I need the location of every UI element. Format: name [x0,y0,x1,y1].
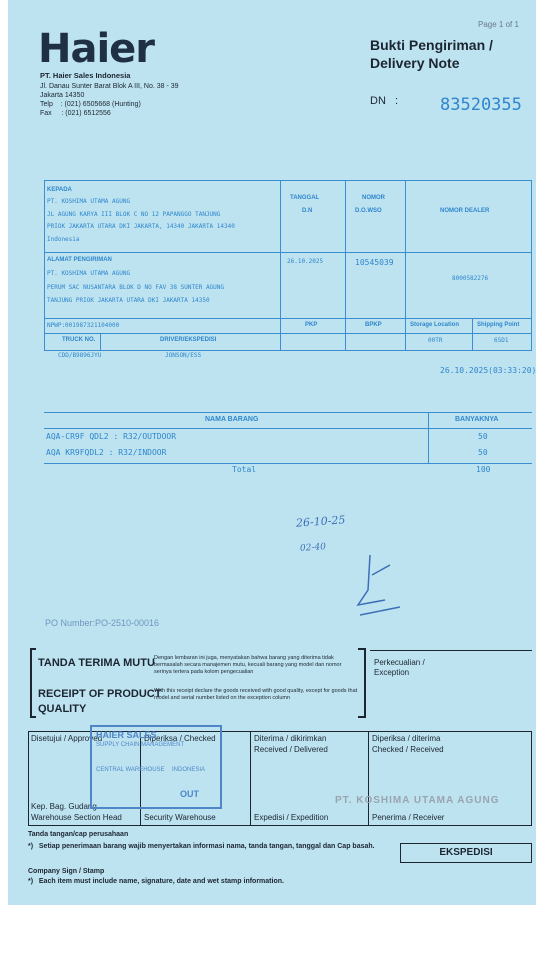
nomor-header: NOMOR [362,195,385,201]
items-qty-header: BANYAKNYA [455,416,499,423]
tanggal-sub-header: D.N [302,208,313,214]
recipient-address-1: JL AGUNG KARYA III BLOK C NO 12 PAPANGGO TANJUNG [47,211,221,218]
grid-line [44,333,532,334]
stamp-line-3: CENTRAL WAREHOUSE [96,767,165,773]
stamp-line-5: OUT [180,789,199,799]
grid-line [428,412,429,463]
warehouse-stamp [90,725,222,809]
truck-value: CDD/B9896JYU [58,352,102,359]
printed-timestamp: 26.10.2025(03:33:20) [440,366,537,375]
checked-label: Diperiksa / Checked [144,734,216,743]
recipient-address-2: PRIOK JAKARTA UTARA DKI JAKARTA, 14340 JAKARTA 14340 [47,223,235,230]
received-delivered-label-2: Received / Delivered [254,745,328,754]
stamp-line-2: SUPPLY CHAIN MANAGEMENT [96,742,185,748]
doc-title-1: Bukti Pengiriman / [370,37,493,53]
approved-label: Disetujui / Approved [31,734,103,743]
expedition-label: Expedisi / Expedition [254,813,329,822]
storage-value: 00TR [428,337,443,344]
sign-label: Tanda tangan/cap perusahaan [28,831,129,838]
storage-header: Storage Location [410,322,460,328]
haier-logo: Haier [38,26,155,72]
driver-value: JONSON/ESS [165,352,202,359]
exception-box-line [370,650,532,651]
doc-title-2: Delivery Note [370,55,460,71]
ship-to-name: PT. KOSHIMA UTAMA AGUNG [47,270,131,277]
ship-to-address-2: TANJUNG PRIOK JAKARTA UTARA DKI JAKARTA 14350 [47,297,210,304]
grid-line [100,333,101,350]
security-label: Security Warehouse [144,813,216,822]
nomor-sub-header: D.O.WSO [355,208,382,214]
receipt-bracket [358,716,364,718]
grid-line [44,463,532,464]
npwp-value: NPWP:001987321104000 [47,322,120,329]
stamp-line-1: HAIER SALES [96,730,157,740]
receiver-label: Penerima / Receiver [372,813,445,822]
grid-line [28,825,532,826]
pkp-header: PKP [305,322,318,328]
recipient-name: PT. KOSHIMA UTAMA AGUNG [47,198,131,205]
received-delivered-label-1: Diterima / dikirimkan [254,734,327,743]
total-qty: 100 [476,465,491,474]
company-sign-label: Company Sign / Stamp [28,868,105,875]
dealer-value: 8000582276 [452,275,489,282]
receipt-bracket [358,648,364,650]
stamp-line-4: INDONESIA [172,767,206,773]
kep-label-2: Warehouse Section Head [31,813,122,822]
receipt-title-2: RECEIPT OF PRODUCT [38,688,162,700]
receipt-title-1: TANDA TERIMA MUTU [38,657,155,669]
receiver-stamp: PT. KOSHIMA UTAMA AGUNG [335,795,500,806]
grid-line [44,318,532,319]
grid-line [345,180,346,350]
bpkp-header: BPKP [365,322,382,328]
grid-line [44,180,532,181]
truck-header: TRUCK NO. [62,337,96,343]
receipt-bracket [364,648,366,718]
grid-line [44,350,532,351]
receipt-text-id: Dengan lembaran ini juga, menyatakan bahwa barang yang diterima tidak bermasalah secara manajemen mutu, kecuali barang yang model dan nomor serinya tertera pada kolom pengecualian [154,655,342,675]
handwritten-date: 26-10-25 [295,513,346,530]
receipt-title-3: QUALITY [38,703,87,715]
dn-label: DN : [370,95,399,107]
handwritten-time: 02-40 [299,542,327,554]
dealer-header: NOMOR DEALER [440,208,490,214]
dn-number: 83520355 [440,95,522,115]
tanggal-header: TANGGAL [290,195,320,201]
item-qty: 50 [478,448,488,457]
tanggal-value: 26.10.2025 [287,258,324,265]
grid-line [368,731,369,825]
grid-line [405,180,406,350]
grid-line [44,412,532,413]
shipping-header: Shipping Point [477,322,520,328]
grid-line [44,180,45,350]
grid-line [531,180,532,350]
note-id: *) Setiap penerimaan barang wajib menyertakan informasi nama, tanda tangan, tanggal dan Cap basah. [28,843,375,850]
company-fax: Fax : (021) 6512556 [40,110,111,117]
page-label: Page 1 of 1 [478,20,519,29]
driver-header: DRIVER/EKSPEDISI [160,337,217,343]
receipt-bracket [30,648,32,718]
note-en: *) Each item must include name, signature, date and wet stamp information. [28,878,284,885]
items-name-header: NAMA BARANG [205,416,259,423]
grid-line [280,180,281,350]
grid-line [472,318,473,350]
item-name: AQA-CR9F QDL2 : R32/OUTDOOR [46,432,177,441]
grid-line [250,731,251,825]
shipping-value: 65D1 [494,337,509,344]
nomor-value: 10545039 [355,258,394,267]
kep-label-1: Kep. Bag. Gudang [31,802,97,811]
receipt-bracket [30,716,36,718]
grid-line [44,428,532,429]
grid-line [44,252,532,253]
company-telp: Telp : (021) 6505668 (Hunting) [40,101,141,108]
checked-received-label-2: Checked / Received [372,745,444,754]
recipient-address-3: Indonesia [47,236,80,243]
company-address-2: Jakarta 14350 [40,92,85,99]
total-label: Total [232,465,257,474]
exception-label: Perkecualian / Exception [374,658,425,677]
company-address-1: Jl. Danau Sunter Barat Blok A III, No. 38 - 39 [40,83,179,90]
item-qty: 50 [478,432,488,441]
receipt-bracket [30,648,36,650]
checked-received-label-1: Diperiksa / diterima [372,734,441,743]
ship-to-label: ALAMAT PENGIRIMAN [47,257,112,263]
company-name: PT. Haier Sales Indonesia [40,71,131,80]
grid-line [28,731,29,825]
copy-label: EKSPEDISI [400,843,532,863]
po-number: PO Number:PO-2510-00016 [45,618,160,628]
item-name: AQA KR9FQDL2 : R32/INDOOR [46,448,167,457]
grid-line [531,731,532,825]
signature-mark [350,545,410,625]
ship-to-address-1: PERUM SAC NUSANTARA BLOK D NO FAV 38 SUNTER AGUNG [47,284,225,291]
recipient-label: KEPADA [47,187,72,193]
receipt-text-en: With this receipt declare the goods received with good quality, except for goods that model and serial number listed on the exception column [154,688,358,701]
